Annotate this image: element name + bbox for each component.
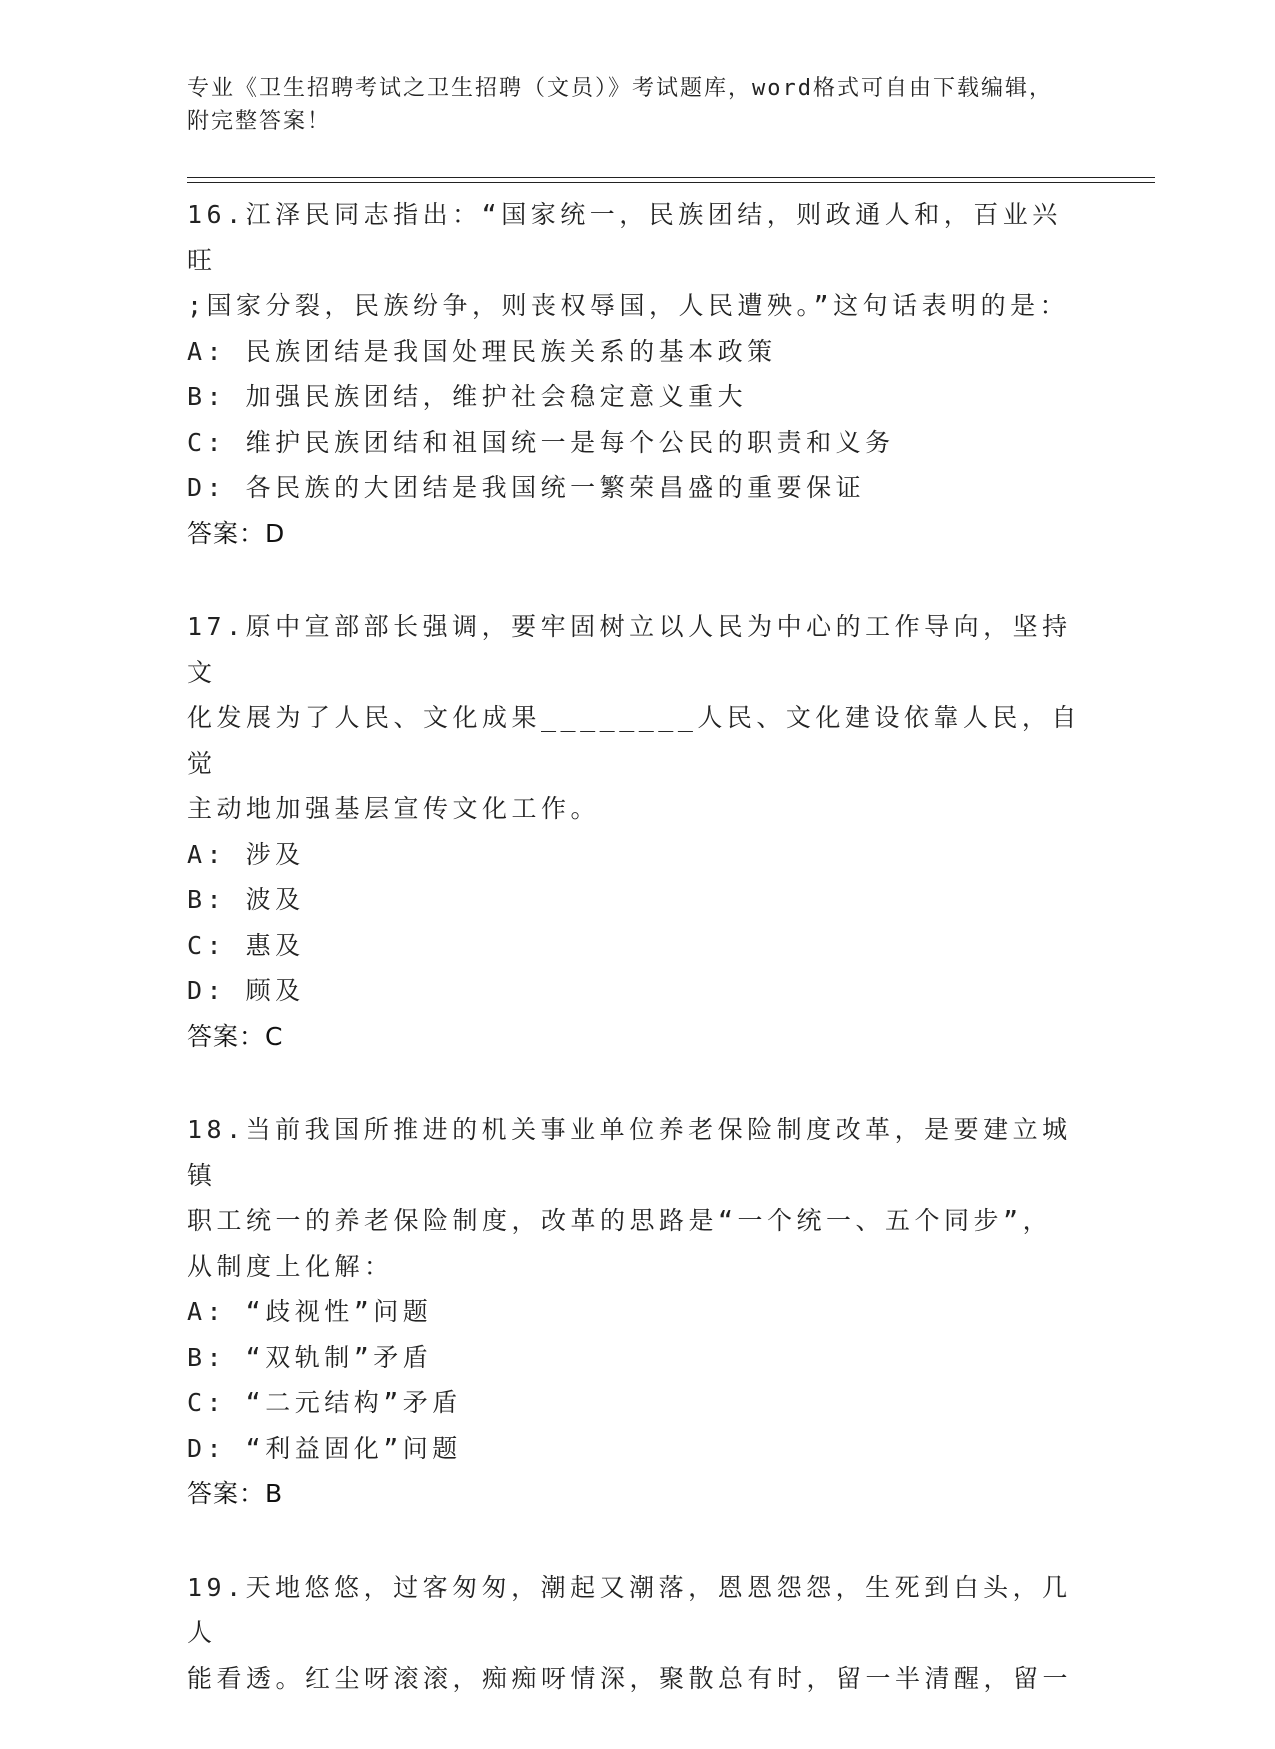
question-stem-line: 16.江泽民同志指出：“国家统一，民族团结，则政通人和，百业兴旺: [187, 200, 1062, 275]
question-stem-line: 化发展为了人民、文化成果________人民、文化建设依靠人民，自觉: [187, 703, 1081, 778]
option-d: D: 各民族的大团结是我国统一繁荣昌盛的重要保证: [187, 473, 866, 502]
option-c: C: 惠及: [187, 930, 305, 960]
option-c: C: 维护民族团结和祖国统一是每个公民的职责和义务: [187, 427, 895, 457]
option-b: B: “双轨制”矛盾: [187, 1342, 433, 1372]
option-d: D: 顾及: [187, 976, 305, 1005]
question-17: [187, 604, 1087, 1059]
option-b: B: 波及: [187, 885, 305, 914]
answer: 答案：D: [187, 518, 286, 548]
question-16: [187, 192, 1087, 556]
option-a: A: 民族团结是我国处理民族关系的基本政策: [187, 336, 777, 366]
question-stem-line: ;国家分裂，民族纷争，则丧权辱国，人民遭殃。”这句话表明的是：: [187, 291, 1070, 320]
header-divider-top: [187, 177, 1155, 178]
question-list: [187, 192, 1087, 1749]
question-18: [187, 1107, 1087, 1517]
question-stem-line: 18.当前我国所推进的机关事业单位养老保险制度改革，是要建立城镇: [187, 1115, 1072, 1190]
option-b: B: 加强民族团结，维护社会稳定意义重大: [187, 382, 748, 411]
option-c: C: “二元结构”矛盾: [187, 1388, 462, 1417]
question-19: [187, 1565, 1087, 1702]
question-stem-line: 能看透。红尘呀滚滚，痴痴呀情深，聚散总有时，留一半清醒，留一: [187, 1663, 1073, 1693]
question-stem-line: 17.原中宣部部长强调，要牢固树立以人民为中心的工作导向，坚持文: [187, 612, 1072, 687]
question-stem-line: 19.天地悠悠，过客匆匆，潮起又潮落，恩恩怨怨，生死到白头，几人: [187, 1572, 1072, 1647]
header-divider-bottom: [187, 182, 1155, 183]
option-a: A: “歧视性”问题: [187, 1297, 433, 1326]
answer: 答案：C: [187, 1021, 284, 1051]
answer: 答案：B: [187, 1479, 284, 1508]
option-a: A: 涉及: [187, 839, 305, 869]
question-stem-line: 主动地加强基层宣传文化工作。: [187, 794, 601, 823]
question-stem-line: 从制度上化解：: [187, 1251, 394, 1281]
option-d: D: “利益固化”问题: [187, 1433, 462, 1463]
question-stem-line: 职工统一的养老保险制度，改革的思路是“一个统一、五个同步”，: [187, 1206, 1053, 1235]
document-header: 专业《卫生招聘考试之卫生招聘（文员）》考试题库，word格式可自由下载编辑，附完整答案！: [187, 76, 1053, 134]
